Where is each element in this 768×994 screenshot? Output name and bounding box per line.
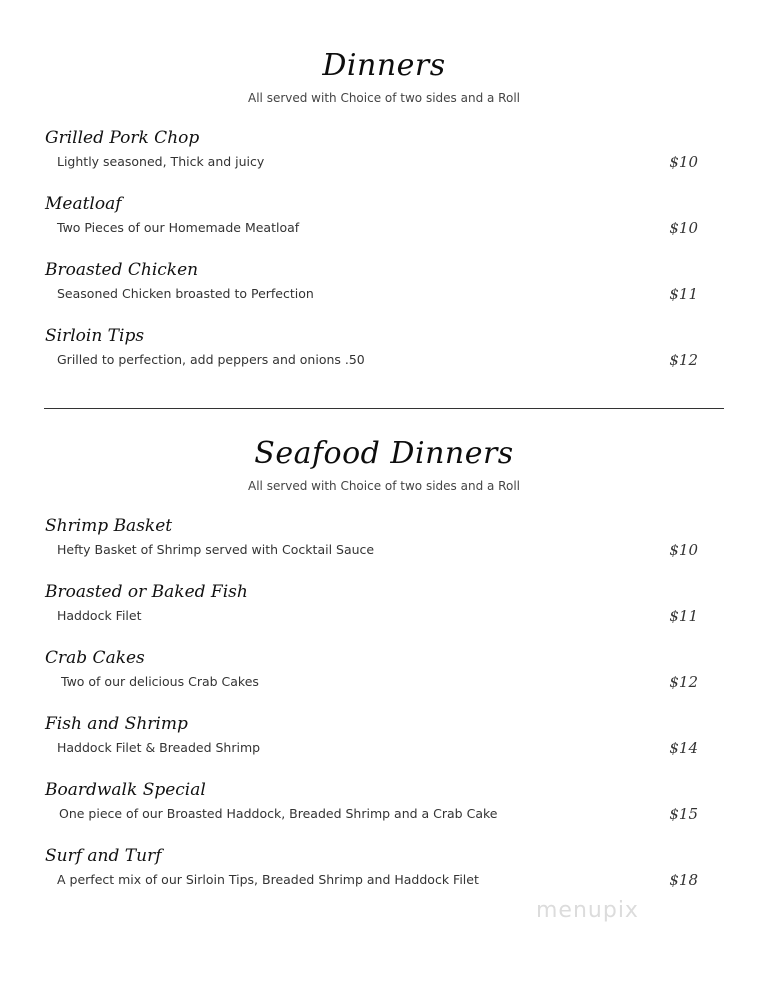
item-name: Fish and Shrimp bbox=[45, 714, 188, 734]
item-name: Meatloaf bbox=[45, 194, 122, 214]
item-price: $12 bbox=[669, 673, 698, 691]
menu-item bbox=[0, 326, 768, 382]
menu-item bbox=[0, 194, 768, 250]
seafood-title: Seafood Dinners bbox=[254, 436, 514, 471]
item-name: Broasted Chicken bbox=[45, 260, 199, 280]
menu-item bbox=[0, 780, 768, 836]
item-description: Haddock Filet & Breaded Shrimp bbox=[57, 740, 261, 755]
item-description: Two Pieces of our Homemade Meatloaf bbox=[57, 220, 300, 235]
item-price: $18 bbox=[669, 871, 698, 889]
item-description: A perfect mix of our Sirloin Tips, Breaded Shrimp and Haddock Filet bbox=[57, 872, 479, 887]
menupix-watermark: menupix bbox=[536, 898, 639, 923]
dinners-title: Dinners bbox=[322, 48, 446, 83]
menu-item bbox=[0, 260, 768, 316]
item-description: One piece of our Broasted Haddock, Breaded Shrimp and a Crab Cake bbox=[59, 806, 498, 821]
item-name: Sirloin Tips bbox=[45, 326, 145, 346]
item-name: Grilled Pork Chop bbox=[45, 128, 200, 148]
item-name: Boardwalk Special bbox=[45, 780, 206, 800]
item-description: Hefty Basket of Shrimp served with Cocktail Sauce bbox=[57, 542, 375, 557]
dinners-subtitle: All served with Choice of two sides and a Roll bbox=[248, 91, 520, 105]
menu-item bbox=[0, 846, 768, 902]
menu-item bbox=[0, 714, 768, 770]
menu-item bbox=[0, 516, 768, 572]
item-price: $12 bbox=[669, 351, 698, 369]
section-divider bbox=[44, 408, 724, 409]
menu-item bbox=[0, 128, 768, 184]
item-description: Grilled to perfection, add peppers and onions .50 bbox=[57, 352, 365, 367]
item-price: $11 bbox=[669, 285, 698, 303]
item-description: Two of our delicious Crab Cakes bbox=[61, 674, 259, 689]
seafood-subtitle: All served with Choice of two sides and a Roll bbox=[248, 479, 520, 493]
item-name: Surf and Turf bbox=[45, 846, 162, 866]
menu-item bbox=[0, 582, 768, 638]
item-description: Haddock Filet bbox=[57, 608, 142, 623]
item-price: $10 bbox=[669, 219, 698, 237]
item-description: Seasoned Chicken broasted to Perfection bbox=[57, 286, 314, 301]
item-price: $10 bbox=[669, 541, 698, 559]
item-price: $11 bbox=[669, 607, 698, 625]
item-name: Shrimp Basket bbox=[45, 516, 173, 536]
menu-item bbox=[0, 648, 768, 704]
item-description: Lightly seasoned, Thick and juicy bbox=[57, 154, 265, 169]
item-price: $10 bbox=[669, 153, 698, 171]
item-name: Broasted or Baked Fish bbox=[45, 582, 248, 602]
item-name: Crab Cakes bbox=[45, 648, 145, 668]
item-price: $15 bbox=[669, 805, 698, 823]
item-price: $14 bbox=[669, 739, 698, 757]
